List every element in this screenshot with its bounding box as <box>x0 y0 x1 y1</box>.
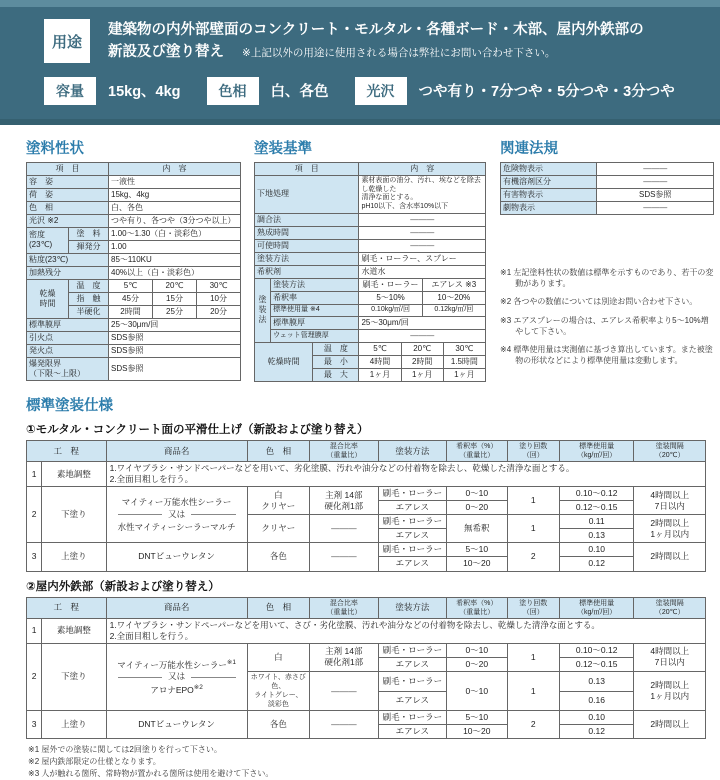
cell-ratio: 10〜20 <box>447 557 507 571</box>
or-label: 又は <box>168 671 186 682</box>
regulations-table <box>500 162 714 215</box>
cell-wet: ——— <box>359 329 486 342</box>
or-divider <box>118 671 236 682</box>
row-label: 熟成時間 <box>255 226 359 239</box>
col-item: 項 目 <box>27 162 109 175</box>
usage-badge: 用途 <box>44 19 90 63</box>
cell-interval: 4時間以上 7日以内 <box>634 643 706 671</box>
cell-usage: 0.16 <box>559 691 634 711</box>
row-value: 水道水 <box>359 265 486 278</box>
cell-method: 刷毛・ローラー <box>378 487 447 501</box>
row-value: ——— <box>359 226 486 239</box>
col-content: 内 容 <box>109 162 241 175</box>
col-ratio: 希釈率（%） （重量比） <box>447 597 507 618</box>
col-process: 工 程 <box>27 440 107 461</box>
top-strip <box>0 0 720 7</box>
table-row <box>501 162 714 175</box>
cell-mix: 主剤 14部 硬化剤1部 <box>310 643 379 671</box>
row-label: 色 相 <box>27 201 109 214</box>
spec-table-iron <box>26 597 706 740</box>
or-label: 又は <box>168 509 186 520</box>
cell-usage: 0.12〜0.15 <box>559 501 634 515</box>
painting-standards-table <box>254 162 486 382</box>
cell-max: 1ヶ月 <box>443 368 485 381</box>
table-row <box>501 175 714 188</box>
cell-method: 刷毛・ローラー <box>378 711 447 725</box>
cell-no: 2 <box>27 487 42 543</box>
cell-mix: 主剤 14部 硬化剤1部 <box>310 487 379 515</box>
footnote-item: ※3 人が触れる箇所、常時物が置かれる箇所は使用を避けて下さい。 <box>28 769 274 779</box>
divider-line <box>191 677 236 678</box>
regulations-title: 関連法規 <box>500 140 558 157</box>
cell-method: 刷毛・ローラー <box>378 671 447 691</box>
cell-usage: 0.12 <box>559 557 634 571</box>
meta-row <box>44 77 700 105</box>
header-row <box>27 597 706 618</box>
surface-prep-row <box>27 462 706 487</box>
cell-touch: 45分 <box>109 292 153 305</box>
cell-touch: 15分 <box>153 292 197 305</box>
row-value: SDS参照 <box>597 188 714 201</box>
cell-temp: 20℃ <box>401 342 443 355</box>
cell-method: エアレス <box>378 529 447 543</box>
cell-color: 白 クリヤー <box>247 487 309 515</box>
note-item: ※4 標準使用量は実測値に基づき算出しています。また被塗物の形状などにより標準使用量は変動します。 <box>500 344 713 366</box>
divider-line <box>191 514 236 515</box>
cell-no: 1 <box>27 618 42 643</box>
row-value: SDS参照 <box>109 331 241 344</box>
cell-temp: 5℃ <box>359 342 401 355</box>
cell-product: DNTビューウレタン <box>106 711 247 739</box>
cell-usage: 0.12 <box>559 725 634 739</box>
note-item: ※3 エアスプレーの場合は、エアレス希釈率より5〜10%増やして下さい。 <box>500 315 709 336</box>
cell-min: 1.5時間 <box>443 355 485 368</box>
col-coats: 塗り回数 （回） <box>507 597 559 618</box>
cell-process: 上塗り <box>42 543 106 571</box>
notes-list <box>500 267 714 366</box>
cell-color: ホワイト、赤さび色、 ライトグレー、 淡彩色 <box>247 671 309 710</box>
row-value: 1.00 <box>109 240 241 253</box>
cell-ratio: 0〜10 <box>447 671 507 710</box>
col-usage: 標準使用量 （kg/㎡/回） <box>559 597 634 618</box>
cell-process: 素地調整 <box>42 618 106 643</box>
footnotes-list <box>28 744 706 780</box>
col-interval: 塗装間隔 （20℃） <box>634 597 706 618</box>
cell-coats: 2 <box>507 543 559 571</box>
topcoat-row <box>27 543 706 557</box>
row-value: 15kg、4kg <box>109 188 241 201</box>
table-row <box>501 188 714 201</box>
cell-usage: 0.10kg/㎡/回 <box>359 304 422 316</box>
footnote-item: ※1 屋外での塗装に関しては2回塗りを行って下さい。 <box>28 745 222 755</box>
cell-method: エアレス <box>378 691 447 711</box>
cell-no: 1 <box>27 462 42 487</box>
cell-mix: ——— <box>310 543 379 571</box>
row-label: 調合法 <box>255 213 359 226</box>
cell-ratio: 0〜20 <box>447 501 507 515</box>
row-label: 有害物表示 <box>501 188 597 201</box>
row-label: 下地処理 <box>255 175 359 213</box>
cell-method: 刷毛・ローラー <box>378 543 447 557</box>
row-value: 85〜110KU <box>109 253 241 266</box>
cell-film: 25〜30μm/回 <box>359 316 486 329</box>
cell-min: 4時間 <box>359 355 401 368</box>
cell-ratio: 5〜10% <box>359 291 422 304</box>
cell-coats: 1 <box>507 643 559 671</box>
surface-prep-row <box>27 618 706 643</box>
row-label: 標準膜厚 <box>27 318 109 331</box>
table-row <box>501 201 714 214</box>
row-label: 引火点 <box>27 331 109 344</box>
row-value: 1.00〜1.30（白・淡彩色） <box>109 227 241 240</box>
col-method: 塗装方法 <box>378 597 447 618</box>
col-mix: 混合比率 （重量比） <box>310 597 379 618</box>
cell-color: クリヤー <box>247 515 309 543</box>
row-value: SDS参照 <box>109 357 241 380</box>
cell-prep-text: 1.ワイヤブラシ・サンドペーパーなどを用いて、さび・劣化塗膜、汚れや油分などの付着物を除去し、乾燥した清浄な面とする。 2.全面目粗しを行う。 <box>106 618 705 643</box>
cell-ratio: 0〜20 <box>447 657 507 671</box>
usage-line1: 建築物の内外部壁面のコンクリート・モルタル・各種ボード・木部、屋内外鉄部の <box>108 22 644 38</box>
row-label-tosouhou: 塗 装 法 <box>255 278 271 342</box>
cell-max: 1ヶ月 <box>401 368 443 381</box>
regulations-section <box>500 133 714 373</box>
product-note-mark: ※2 <box>193 683 203 691</box>
row-sublabel: 最 大 <box>313 368 359 381</box>
cell-interval: 2時間以上 1ヶ月以内 <box>634 515 706 543</box>
cell-usage: 0.13 <box>559 529 634 543</box>
row-value: 一液性 <box>109 175 241 188</box>
row-sublabel: 温 度 <box>69 279 109 292</box>
cell-ratio: 10〜20% <box>422 291 485 304</box>
cell-process: 上塗り <box>42 711 106 739</box>
row-label: 爆発限界 （下限〜上限） <box>27 357 109 380</box>
col-item: 項 目 <box>255 162 359 175</box>
usage-text <box>108 19 644 64</box>
cell-coats: 2 <box>507 711 559 739</box>
divider-line <box>118 514 163 515</box>
gloss-value: つや有り・7分つや・5分つや・3分つや <box>418 84 675 101</box>
col-product: 商品名 <box>106 440 247 461</box>
cell-usage: 0.12kg/㎡/回 <box>422 304 485 316</box>
row-value: 刷毛・ローラー、スプレー <box>359 252 486 265</box>
col-color: 色 相 <box>247 440 309 461</box>
row-value: 素材表面の油分、汚れ、埃などを除去し乾燥した 清浄な面とする。 pH10以下、含水率10%以下 <box>359 175 486 213</box>
cell-process: 下塗り <box>42 643 106 710</box>
row-label: 光沢 ※2 <box>27 214 109 227</box>
cell-mix: ——— <box>310 515 379 543</box>
cell-process: 下塗り <box>42 487 106 543</box>
cell-semi: 25分 <box>153 305 197 318</box>
usage-line2: 新設及び塗り替え <box>108 44 224 61</box>
row-value: ——— <box>597 162 714 175</box>
header-row <box>27 440 706 461</box>
row-sublabel: 標準使用量 ※4 <box>271 304 359 316</box>
cell-min: 2時間 <box>401 355 443 368</box>
cell-method: エアレス <box>378 557 447 571</box>
undercoat-row <box>27 487 706 501</box>
row-value: 40%以上（白・淡彩色） <box>109 266 241 279</box>
product-a-name <box>110 659 244 671</box>
undercoat-row <box>27 643 706 657</box>
col-color: 色 相 <box>247 597 309 618</box>
row-value: 25〜30μm/回 <box>109 318 241 331</box>
row-sublabel: 塗装方法 <box>271 278 359 291</box>
row-value: SDS参照 <box>109 344 241 357</box>
cell-usage: 0.13 <box>559 671 634 691</box>
row-label-drying: 乾燥時間 <box>255 342 313 381</box>
product-name-text: 水性マイティーシーラーマルチ <box>117 522 236 533</box>
row-value: ——— <box>359 239 486 252</box>
cell-usage: 0.11 <box>559 515 634 529</box>
row-label: 危険物表示 <box>501 162 597 175</box>
upper-tables <box>26 133 714 382</box>
cell-prep-text: 1.ワイヤブラシ・サンドペーパーなどを用いて、劣化塗膜、汚れや油分などの付着物を除去し、乾燥した清浄な面とする。 2.全面目粗しを行う。 <box>106 462 705 487</box>
col-content: 内 容 <box>359 162 486 175</box>
cell-product <box>106 487 247 543</box>
or-divider <box>118 509 236 520</box>
cell-method: エアレス <box>378 501 447 515</box>
col-process: 工 程 <box>27 597 107 618</box>
specifications-title: 標準塗装仕様 <box>26 397 113 414</box>
col-method: 塗装方法 <box>378 440 447 461</box>
cell-interval: 2時間以上 <box>634 711 706 739</box>
row-label: 加熱残分 <box>27 266 109 279</box>
cell-usage: 0.10 <box>559 543 634 557</box>
cell-usage: 0.10 <box>559 711 634 725</box>
capacity-value: 15kg、4kg <box>108 84 181 101</box>
gloss-badge: 光沢 <box>355 77 407 105</box>
cell-ratio: 5〜10 <box>447 711 507 725</box>
cell-interval: 2時間以上 <box>634 543 706 571</box>
row-label: 可使時間 <box>255 239 359 252</box>
row-label: 発火点 <box>27 344 109 357</box>
cell-coats: 1 <box>507 487 559 515</box>
note-item: ※2 各つやの数値については別途お問い合わせ下さい。 <box>500 297 698 307</box>
product-name-text: アロナEPO <box>150 684 194 695</box>
cell-color: 各色 <box>247 711 309 739</box>
row-label: 有機溶剤区分 <box>501 175 597 188</box>
cell-method: エアレス <box>378 725 447 739</box>
cell-temp: 30℃ <box>197 279 241 292</box>
row-label: 容 姿 <box>27 175 109 188</box>
usage-row <box>44 19 700 64</box>
row-value: ——— <box>359 213 486 226</box>
content <box>0 125 720 780</box>
product-note-mark: ※1 <box>226 658 236 666</box>
cell-max: 1ヶ月 <box>359 368 401 381</box>
cell-color: 各色 <box>247 543 309 571</box>
cell-no: 3 <box>27 711 42 739</box>
cell-coats: 1 <box>507 515 559 543</box>
cell-temp: 20℃ <box>153 279 197 292</box>
paint-properties-table <box>26 162 241 381</box>
paint-properties-title: 塗料性状 <box>26 140 84 157</box>
cell-product: DNTビューウレタン <box>106 543 247 571</box>
note-item: ※1 左記塗料性状の数値は標準を示すものであり、若干の変動があります。 <box>500 267 714 289</box>
cell-method: エアレス ※3 <box>422 278 485 291</box>
spec-table-mortar-concrete <box>26 440 706 572</box>
row-value: 白、各色 <box>109 201 241 214</box>
color-badge: 色相 <box>207 77 259 105</box>
cell-interval: 2時間以上 1ヶ月以内 <box>634 671 706 710</box>
col-usage: 標準使用量 （kg/㎡/回） <box>559 440 634 461</box>
row-value: ——— <box>597 175 714 188</box>
cell-ratio: 0〜10 <box>447 643 507 657</box>
cell-usage: 0.10〜0.12 <box>559 643 634 657</box>
topcoat-row <box>27 711 706 725</box>
cell-mix: ——— <box>310 711 379 739</box>
table1-subtitle: ①モルタル・コンクリート面の平滑仕上げ（新設および塗り替え） <box>26 423 369 436</box>
row-value: つや有り、各つや（3分つや以上） <box>109 214 241 227</box>
usage-note: ※上記以外の用途に使用される場合は弊社にお問い合わせ下さい。 <box>242 47 556 60</box>
row-label: 乾燥 時間 <box>27 279 69 318</box>
cell-no: 2 <box>27 643 42 710</box>
row-label: 荷 姿 <box>27 188 109 201</box>
product-name-text: マイティー万能水性シーラー <box>117 659 227 670</box>
capacity-badge: 容量 <box>44 77 96 105</box>
table2-subtitle: ②屋内外鉄部（新設および塗り替え） <box>26 580 220 593</box>
cell-ratio: 0〜10 <box>447 487 507 501</box>
row-label: 希釈剤 <box>255 265 359 278</box>
paint-properties-section <box>26 133 240 381</box>
cell-coats: 1 <box>507 671 559 710</box>
row-sublabel: 揮発分 <box>69 240 109 253</box>
cell-ratio: 5〜10 <box>447 543 507 557</box>
col-mix: 混合比率 （重量比） <box>310 440 379 461</box>
row-sublabel: 最 小 <box>313 355 359 368</box>
cell-ratio: 無希釈 <box>447 515 507 543</box>
row-label: 塗装方法 <box>255 252 359 265</box>
col-interval: 塗装間隔 （20℃） <box>634 440 706 461</box>
row-label: 粘度(23℃) <box>27 253 109 266</box>
cell-temp: 5℃ <box>109 279 153 292</box>
cell-usage: 0.12〜0.15 <box>559 657 634 671</box>
row-sublabel: 指 触 <box>69 292 109 305</box>
header-band <box>0 7 720 125</box>
painting-standards-section <box>254 133 486 382</box>
cell-method: エアレス <box>378 657 447 671</box>
row-sublabel: 希釈率 <box>271 291 359 304</box>
cell-temp: 30℃ <box>443 342 485 355</box>
footnote-item: ※2 屋内鉄部限定の仕様となります。 <box>28 757 161 767</box>
row-sublabel: 温 度 <box>313 342 359 355</box>
color-value: 白、各色 <box>270 84 329 101</box>
row-sublabel: ウェット管理膜厚 <box>271 329 359 342</box>
product-name-text: マイティー万能水性シーラー <box>121 497 232 508</box>
cell-usage: 0.10〜0.12 <box>559 487 634 501</box>
cell-ratio: 10〜20 <box>447 725 507 739</box>
cell-semi: 20分 <box>197 305 241 318</box>
col-product: 商品名 <box>106 597 247 618</box>
product-b-name <box>110 684 244 696</box>
divider-line <box>118 677 163 678</box>
cell-method: 刷毛・ローラー <box>378 515 447 529</box>
cell-semi: 2時間 <box>109 305 153 318</box>
cell-interval: 4時間以上 7日以内 <box>634 487 706 515</box>
cell-method: 刷毛・ローラー <box>378 643 447 657</box>
painting-standards-title: 塗装基準 <box>254 140 312 157</box>
product-b-name <box>110 521 244 533</box>
col-ratio: 希釈率（%） （重量比） <box>447 440 507 461</box>
cell-process: 素地調整 <box>42 462 106 487</box>
cell-mix: ——— <box>310 671 379 710</box>
cell-product <box>106 643 247 710</box>
cell-method: 刷毛・ローラー <box>359 278 422 291</box>
row-label: 劇物表示 <box>501 201 597 214</box>
cell-color: 白 <box>247 643 309 671</box>
product-a-name <box>110 496 244 508</box>
row-sublabel: 半硬化 <box>69 305 109 318</box>
row-label: 密度 (23℃) <box>27 227 69 253</box>
row-sublabel: 塗 料 <box>69 227 109 240</box>
cell-touch: 10分 <box>197 292 241 305</box>
row-sublabel: 標準膜厚 <box>271 316 359 329</box>
row-value: ——— <box>597 201 714 214</box>
col-coats: 塗り回数 （回） <box>507 440 559 461</box>
cell-no: 3 <box>27 543 42 571</box>
